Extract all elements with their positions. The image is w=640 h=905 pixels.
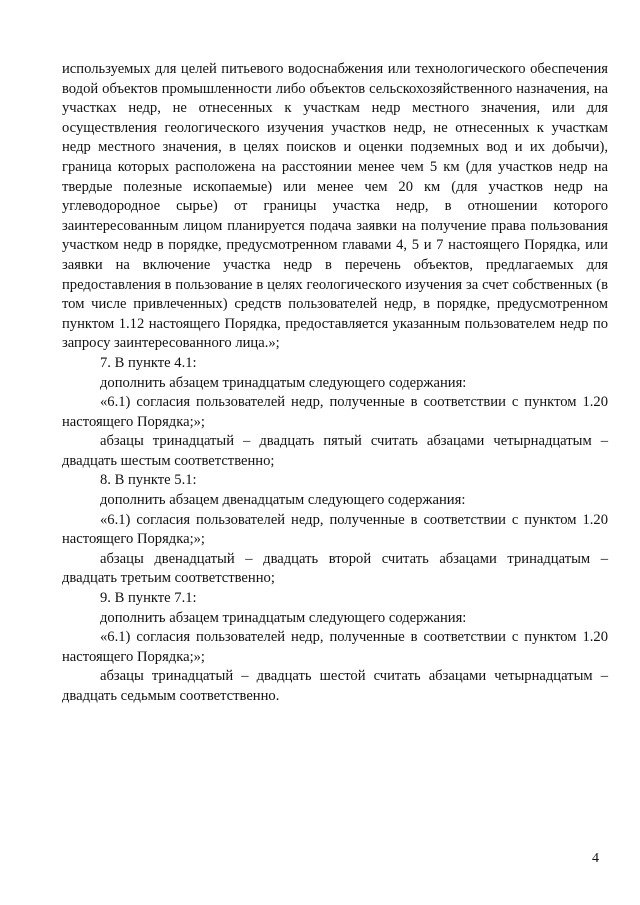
paragraph-item-9-add: дополнить абзацем тринадцатым следующего содержания:	[100, 609, 467, 626]
paragraph-item-8-renumber: абзацы двенадцатый – двадцать второй считать абзацами тринадцатым – двадцать третьим соответственно;	[62, 550, 608, 587]
paragraph-item-7-heading: 7. В пункте 4.1:	[100, 354, 197, 371]
paragraph-item-9-renumber: абзацы тринадцатый – двадцать шестой считать абзацами четырнадцатым – двадцать седьмым соответственно.	[62, 668, 608, 704]
paragraph-item-9-heading: 9. В пункте 7.1:	[100, 590, 197, 607]
paragraph-item-8-heading: 8. В пункте 5.1:	[100, 472, 197, 489]
paragraph-item-7-quote: «6.1) согласия пользователей недр, полученные в соответствии с пунктом 1.20 настоящего Порядка;»;	[62, 394, 608, 430]
paragraph-item-7-add: дополнить абзацем тринадцатым следующего содержания:	[100, 374, 467, 391]
paragraph-item-8-quote: «6.1) согласия пользователей недр, полученные в соответствии с пунктом 1.20 настоящего Порядка;»;	[62, 511, 608, 548]
paragraph-item-9-quote: «6.1) согласия пользователей недр, полученные в соответствии с пунктом 1.20 настоящего Порядка;»;	[62, 629, 608, 665]
paragraph-item-8-add: дополнить абзацем двенадцатым следующего содержания:	[100, 492, 466, 509]
paragraph-continuation: используемых для целей питьевого водоснабжения или технологического обеспечения водой объектов промышленности либо объектов сельскохозяйственного назначения, на участках недр, не отнесенных к участкам недр местного значения, или для осуществления геологического изучения участков недр, не отнесенных к участкам недр местного значения, в целях поисков и оценки подземных вод и их добычи), граница которых расположена на расстоянии менее чем 5 км (для участков недр на твердые полезные ископаемые) или менее чем 20 км (для участков недр на углеводородное сырье) от границы участка недр, в отношении которого заинтересованным лицом планируется подача заявки на получение права пользования участком недр в порядке, предусмотренном главами 4, 5 и 7 настоящего Порядка, или заявки на включение участка недр в перечень объектов, предлагаемых для предоставления в пользование в целях геологического изучения за счет собственных (в том числе привлеченных) средств пользователей недр, в порядке, предусмотренном пунктом 1.12 настоящего Порядка, предоставляется указанным пользователем недр по запросу заинтересованного лица.»;	[62, 61, 608, 352]
document-body	[62, 60, 608, 707]
paragraph-item-7-renumber: абзацы тринадцатый – двадцать пятый считать абзацами четырнадцатым – двадцать шестым соответственно;	[62, 433, 608, 469]
page-number: 4	[592, 851, 599, 866]
